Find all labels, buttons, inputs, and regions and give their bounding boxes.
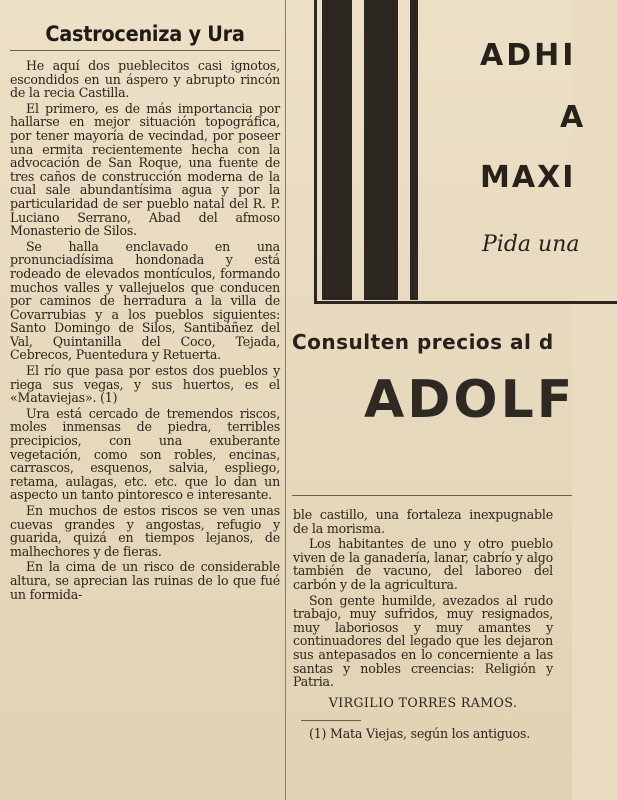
article-paragraph: He aquí dos pueblecitos casi ignotos, escondidos en un áspero y abrupto rincón de la recia Castilla. (10, 58, 280, 101)
column-divider (285, 0, 286, 800)
ad-line-adolf: ADOLF (364, 370, 576, 430)
article-paragraph: En muchos de estos riscos se ven unas cuevas grandes y angostas, refugio y guarida, quizá en tiempos lejanos, de malhechores y de fieras. (10, 503, 280, 559)
title-rule (10, 50, 280, 51)
article-left-column (10, 8, 280, 800)
ad-line-pida: Pida una (482, 232, 580, 257)
article-title: Castroceniza y Ura (45, 22, 245, 46)
ad-stripe (410, 0, 418, 300)
article-paragraph: En la cima de un risco de considerable altura, se aprecian las ruinas de lo que fué un formida- (10, 559, 280, 602)
article-paragraph: El río que pasa por estos dos pueblos y riega sus vegas, y sus huertos, es el «Mataviejas». (1) (10, 363, 280, 406)
article-paragraph: Se halla enclavado en una pronunciadísima hondonada y está rodeado de elevados montículos, formando muchos valles y vallejuelos que conducen por caminos de herradura a la villa de Covarrubias y a los pueblos siguientes: Santo Domingo de Silos, Santibáñez del Val, Quintanilla del Coco, Tejada, Cebrecos, Puentedura y Retuerta. (10, 238, 280, 363)
article-paragraph: ble castillo, una fortaleza inexpugnable de la morisma. (293, 507, 553, 536)
footnote-rule (301, 720, 361, 721)
article-right-column (293, 508, 553, 740)
article-signature: VIRGILIO TORRES RAMOS. (328, 694, 518, 710)
ad-line-consulten: Consulten precios al d (292, 330, 554, 354)
ad-line-a: A (560, 100, 584, 135)
article-paragraph: Son gente humilde, avezados al rudo trabajo, muy sufridos, muy resignados, muy laboriosos y muy amantes y continuadores del legado que les dejaron sus antepasados en lo concerniente a las santas y nobles creencias: Religión y Patria. (293, 592, 553, 690)
article-paragraph: El primero, es de más importancia por hallarse en mejor situación topográfica, por tener mayoría de vecindad, por poseer una ermita recientemente hecha con la advocación de San Roque, una fuente de tres caños de construcción moderna de la cual sale abundantísima agua y por la particularidad de ser pueblo natal del R. P. Luciano Serrano, Abad del afmoso Monasterio de Silos. (10, 100, 280, 239)
ad-bottom-rule (292, 495, 572, 496)
ad-line-maxi: MAXI (480, 160, 576, 195)
article-paragraph: Ura está cercado de tremendos riscos, moles inmensas de piedra, terribles precipicios, con una exuberante vegetación, como son robles, encinas, carrascos, esquenos, salvia, espliego, retama, aulagas, etc. etc. que lo dan un aspecto un tanto pintoresco e interesante. (10, 405, 280, 503)
advertisement (292, 0, 584, 490)
ad-stripe (322, 0, 352, 300)
ad-stripe (364, 0, 398, 300)
article-footnote: (1) Mata Viejas, según los antiguos. (309, 725, 531, 741)
ad-line-adh: ADHI (480, 38, 577, 73)
article-paragraph: Los habitantes de uno y otro pueblo viven de la ganadería, lanar, cabrío y algo también de vacuno, del laboreo del carbón y de la agricultura. (293, 536, 553, 592)
